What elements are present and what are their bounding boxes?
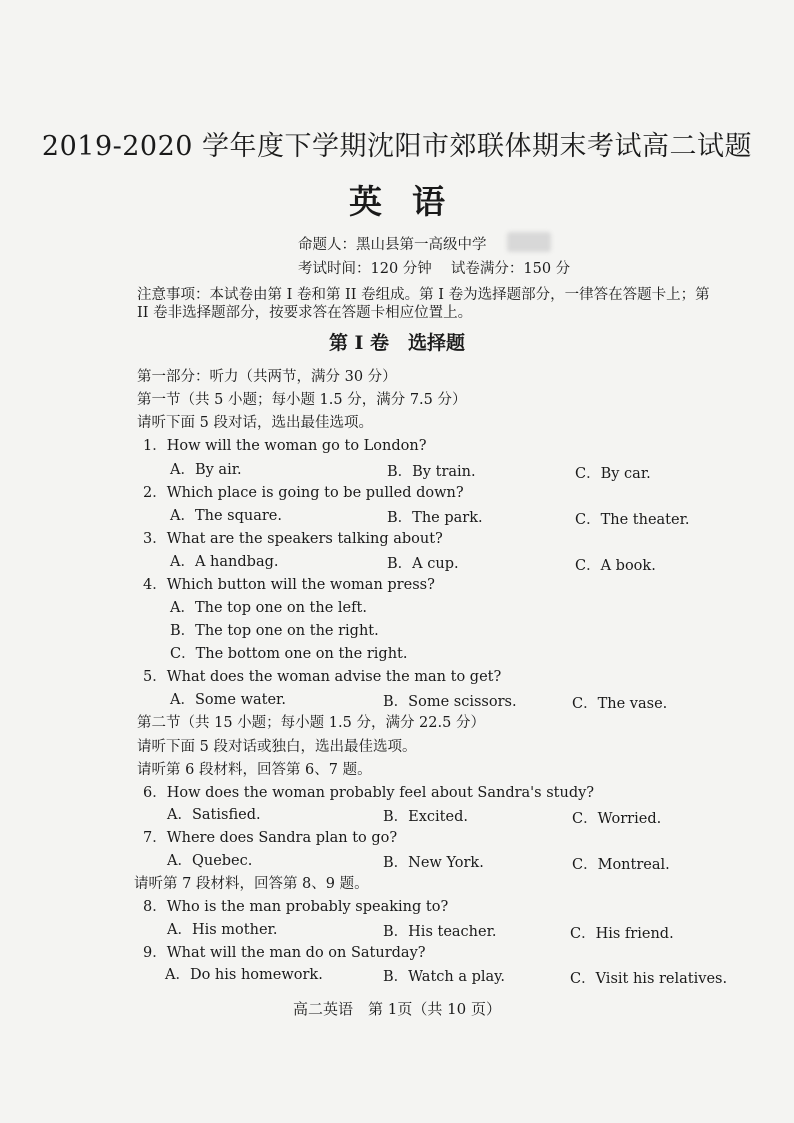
page-footer: 高二英语 第 1页（共 10 页） [293,1000,501,1018]
subject-title: 英语 [349,182,475,221]
q5-option-a: A．Some water. [170,692,286,708]
question-9: 9．What will the man do on Saturday? [143,945,426,961]
part-one-heading: 第一部分：听力（共两节，满分 30 分） [137,369,397,385]
question-5: 5．What does the woman advise the man to get? [143,669,502,685]
q4-option-b: B．The top one on the right. [170,623,379,639]
q8-option-a: A．His mother. [167,922,278,938]
question-4: 4．Which button will the woman press? [143,577,435,593]
q6-option-a: A．Satisfied. [167,807,261,823]
q3-option-c: C．A book. [575,558,656,574]
question-6: 6．How does the woman probably feel about Sandra's study? [143,785,595,801]
notice-line-1: 注意事项：本试卷由第 I 卷和第 II 卷组成。第 I 卷为选择题部分，一律答在答题卡上；第 [137,287,710,303]
q1-option-c: C．By car. [575,466,651,482]
q9-option-b: B．Watch a play. [383,969,506,985]
section-one-instructions: 请听下面 5 段对话，选出最佳选项。 [137,415,373,431]
question-3: 3．What are the speakers talking about? [143,531,443,547]
q8-option-b: B．His teacher. [383,924,497,940]
question-8: 8．Who is the man probably speaking to? [143,899,449,915]
q6-option-c: C．Worried. [572,811,662,827]
section-one-heading: 第一节（共 5 小题；每小题 1.5 分，满分 7.5 分） [137,392,467,408]
q4-option-a: A．The top one on the left. [170,600,367,616]
exam-time-line: 考试时间：120 分钟 试卷满分：150 分 [298,261,571,277]
material-7-instructions: 请听第 7 段材料，回答第 8、9 题。 [134,876,369,892]
q3-option-b: B．A cup. [387,556,459,572]
q5-option-b: B．Some scissors. [383,694,517,710]
q1-option-b: B．By train. [387,464,476,480]
section-title: 第 I 卷 选择题 [328,332,466,354]
question-1: 1．How will the woman go to London? [143,438,427,454]
section-two-instructions: 请听下面 5 段对话或独白，选出最佳选项。 [137,739,417,755]
question-2: 2．Which place is going to be pulled down? [143,485,464,501]
q7-option-c: C．Montreal. [572,857,670,873]
q3-option-a: A．A handbag. [170,554,279,570]
notice-line-2: II 卷非选择题部分，按要求答在答题卡相应位置上。 [137,305,473,321]
q6-option-b: B．Excited. [383,809,468,825]
redacted-name [507,232,551,252]
q8-option-c: C．His friend. [570,926,674,942]
question-7: 7．Where does Sandra plan to go? [143,830,398,846]
q2-option-c: C．The theater. [575,512,690,528]
q4-option-c: C．The bottom one on the right. [170,646,408,662]
q9-option-c: C．Visit his relatives. [570,971,728,987]
q7-option-b: B．New York. [383,855,484,871]
q9-option-a: A．Do his homework. [165,967,323,983]
author-line: 命题人：黑山县第一高级中学 [298,237,487,253]
q2-option-a: A．The square. [170,508,282,524]
q1-option-a: A．By air. [170,462,242,478]
q2-option-b: B．The park. [387,510,483,526]
section-two-heading: 第二节（共 15 小题；每小题 1.5 分，满分 22.5 分） [137,715,485,731]
q5-option-c: C．The vase. [572,696,668,712]
material-6-instructions: 请听第 6 段材料，回答第 6、7 题。 [137,762,372,778]
exam-title: 2019-2020 学年度下学期沈阳市郊联体期末考试高二试题 [41,131,753,162]
q7-option-a: A．Quebec. [167,853,253,869]
